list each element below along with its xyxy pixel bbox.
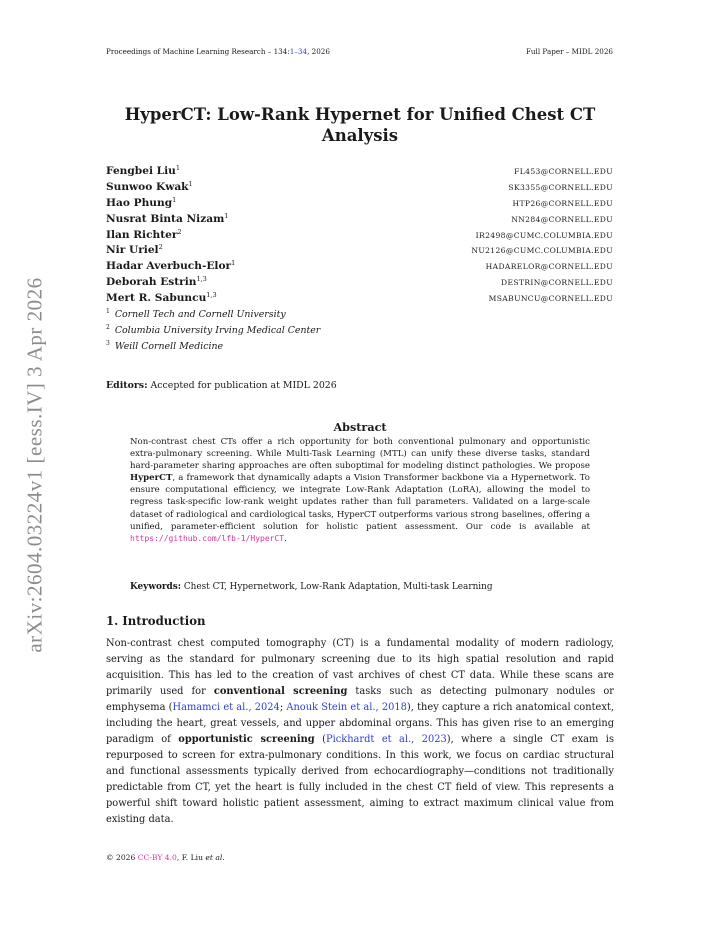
author-name bbox=[106, 212, 228, 225]
intro-text: ), where a single CT exam is repurposed to screen for extra-pulmonary conditions. In this work, we focus on cardiac structural and functional assessments typically derived from echocardiography—conditions not traditionally predictable from CT, yet the heart is fully included in the chest CT field of view. This represents a powerful shift toward holistic patient assessment, aiming to extract maximum clinical value from existing data. bbox=[106, 734, 614, 825]
author-email[interactable]: HADARELOR@CORNELL.EDU bbox=[485, 262, 613, 272]
introduction-paragraph bbox=[106, 636, 614, 828]
author-name bbox=[106, 275, 207, 288]
author-name bbox=[106, 196, 176, 209]
abstract-title: Abstract bbox=[333, 420, 387, 434]
copyright-footer bbox=[106, 853, 225, 862]
footer-etal: et al. bbox=[205, 853, 225, 862]
author-name bbox=[106, 291, 217, 304]
footer-author: , F. Liu bbox=[176, 853, 206, 862]
author-list bbox=[106, 164, 613, 307]
affiliation-name: Columbia University Irving Medical Center bbox=[114, 325, 321, 336]
paper-title bbox=[0, 104, 720, 146]
abstract-text: Non-contrast chest CTs offer a rich opportunity for both conventional pulmonary and opportunistic extra-pulmonary screening. While Multi-Task Learning (MTL) can unify these diverse tasks, standard hard-parameter sharing approaches are often suboptimal for modeling distinct pathologies. We propose bbox=[130, 437, 590, 472]
author-name bbox=[106, 180, 193, 193]
author-name-text: Nusrat Binta Nizam bbox=[106, 212, 225, 225]
affiliation-name: Cornell Tech and Cornell University bbox=[114, 309, 286, 320]
author-email[interactable]: SK3355@CORNELL.EDU bbox=[508, 182, 613, 192]
author-email[interactable]: NN284@CORNELL.EDU bbox=[511, 214, 613, 224]
author-email[interactable]: HTP26@CORNELL.EDU bbox=[512, 198, 613, 208]
author-row bbox=[106, 243, 613, 259]
keywords-line bbox=[130, 582, 600, 592]
header-year: , 2026 bbox=[307, 47, 330, 56]
author-name-text: Ilan Richter bbox=[106, 228, 178, 241]
author-affiliation-marker: 1 bbox=[231, 259, 236, 268]
author-affiliation-marker: 1 bbox=[172, 195, 177, 204]
author-email[interactable]: NU2126@CUMC.COLUMBIA.EDU bbox=[471, 246, 613, 256]
author-name bbox=[106, 164, 180, 177]
author-name-text: Sunwoo Kwak bbox=[106, 180, 189, 193]
intro-bold-term: opportunistic screening bbox=[178, 734, 315, 745]
affiliation-number: 2 bbox=[106, 324, 110, 331]
title-line-2: Analysis bbox=[321, 126, 399, 145]
author-affiliation-marker: 1,3 bbox=[196, 275, 207, 284]
affiliation-item bbox=[106, 324, 320, 340]
section-heading-introduction: 1. Introduction bbox=[106, 614, 206, 628]
author-email[interactable]: FL453@CORNELL.EDU bbox=[514, 167, 613, 176]
author-row bbox=[106, 228, 613, 244]
intro-bold-term: conventional screening bbox=[213, 686, 348, 697]
affiliation-item bbox=[106, 308, 320, 324]
author-row bbox=[106, 164, 613, 180]
intro-text: ; bbox=[279, 702, 287, 713]
abstract-body bbox=[130, 436, 590, 545]
author-row bbox=[106, 196, 613, 212]
citation-link[interactable]: Anouk Stein et al., 2018 bbox=[286, 702, 407, 713]
code-url-link[interactable]: https://github.com/lfb-1/HyperCT bbox=[130, 533, 285, 543]
affiliation-name: Weill Cornell Medicine bbox=[114, 341, 224, 352]
arxiv-watermark: arXiv:2604.03224v1 [eess.IV] 3 Apr 2026 bbox=[22, 277, 47, 653]
author-row bbox=[106, 275, 613, 291]
header-proceedings: Proceedings of Machine Learning Research – 134: bbox=[106, 47, 290, 56]
intro-text: ( bbox=[314, 734, 326, 745]
intro-text: ), they capture a rich anatomical context, including the heart, great vessels, and upper abdominal organs. This has given rise to an emerging paradigm of bbox=[106, 702, 614, 745]
author-row bbox=[106, 291, 613, 307]
affiliation-number: 3 bbox=[106, 340, 110, 347]
affiliation-number: 1 bbox=[106, 308, 110, 315]
keywords-text: Chest CT, Hypernetwork, Low-Rank Adaptation, Multi-task Learning bbox=[181, 582, 493, 592]
author-affiliation-marker: 1 bbox=[188, 179, 193, 188]
header-pages-link[interactable]: 1–34 bbox=[289, 47, 308, 56]
author-row bbox=[106, 212, 613, 228]
intro-text: tasks such as detecting pulmonary nodules or emphysema ( bbox=[106, 686, 615, 713]
author-name-text: Deborah Estrin bbox=[106, 276, 197, 289]
author-name-text: Mert R. Sabuncu bbox=[106, 292, 207, 305]
author-name-text: Fengbei Liu bbox=[106, 165, 176, 177]
author-row bbox=[106, 259, 613, 275]
abstract-text: , a framework that dynamically adapts a Vision Transformer backbone via a Hypernetwork. To ensure computational efficiency, we integrate Low-Rank Adaptation (LoRA), allowing the model to regress task-specific low-rank weight updates rather than full parameters. Validated on a large-scale dataset of radiological and cardiological tasks, HyperCT outperforms various strong baselines, offering a unified, parameter-efficient solution for holistic patient assessment. Our code is available at bbox=[130, 473, 590, 532]
editors-line bbox=[106, 380, 337, 391]
author-email[interactable]: DESTRIN@CORNELL.EDU bbox=[501, 278, 613, 288]
author-email[interactable]: MSABUNCU@CORNELL.EDU bbox=[488, 294, 613, 304]
author-email[interactable]: IR2498@CUMC.COLUMBIA.EDU bbox=[475, 230, 613, 240]
author-affiliation-marker: 1,3 bbox=[206, 291, 217, 300]
author-affiliation-marker: 2 bbox=[158, 243, 163, 252]
title-line-1: HyperCT: Low-Rank Hypernet for Unified Chest CT bbox=[124, 105, 596, 124]
keywords-label: Keywords: bbox=[130, 582, 182, 592]
author-name-text: Nir Uriel bbox=[106, 244, 159, 257]
author-name bbox=[106, 228, 182, 241]
author-name bbox=[106, 259, 235, 272]
copyright-text: © 2026 bbox=[106, 853, 138, 862]
abstract-text: . bbox=[284, 533, 287, 544]
affiliation-list bbox=[106, 308, 320, 356]
author-name-text: Hadar Averbuch-Elor bbox=[106, 260, 232, 273]
citation-link[interactable]: Hamamci et al., 2024 bbox=[172, 702, 280, 713]
editors-label: Editors: bbox=[106, 380, 148, 391]
license-link[interactable]: CC-BY 4.0 bbox=[137, 853, 177, 862]
editors-text: Accepted for publication at MIDL 2026 bbox=[147, 380, 337, 391]
affiliation-item bbox=[106, 340, 320, 356]
author-affiliation-marker: 1 bbox=[175, 164, 180, 172]
author-name bbox=[106, 243, 163, 256]
author-row bbox=[106, 180, 613, 196]
author-name-text: Hao Phung bbox=[106, 196, 173, 209]
running-header-left bbox=[106, 47, 330, 56]
author-affiliation-marker: 1 bbox=[224, 211, 229, 220]
author-affiliation-marker: 2 bbox=[177, 227, 182, 236]
citation-link[interactable]: Pickhardt et al., 2023 bbox=[325, 734, 447, 745]
abstract-method-name: HyperCT bbox=[130, 473, 173, 484]
running-header-right: Full Paper – MIDL 2026 bbox=[525, 47, 613, 56]
intro-text: Non-contrast chest computed tomography (CT) is a fundamental modality of modern radiology, serving as the standard for pulmonary screening due to its high spatial resolution and rapid acquisition. This has led to the creation of vast archives of chest CT data. While these scans are primarily used for bbox=[106, 638, 614, 697]
